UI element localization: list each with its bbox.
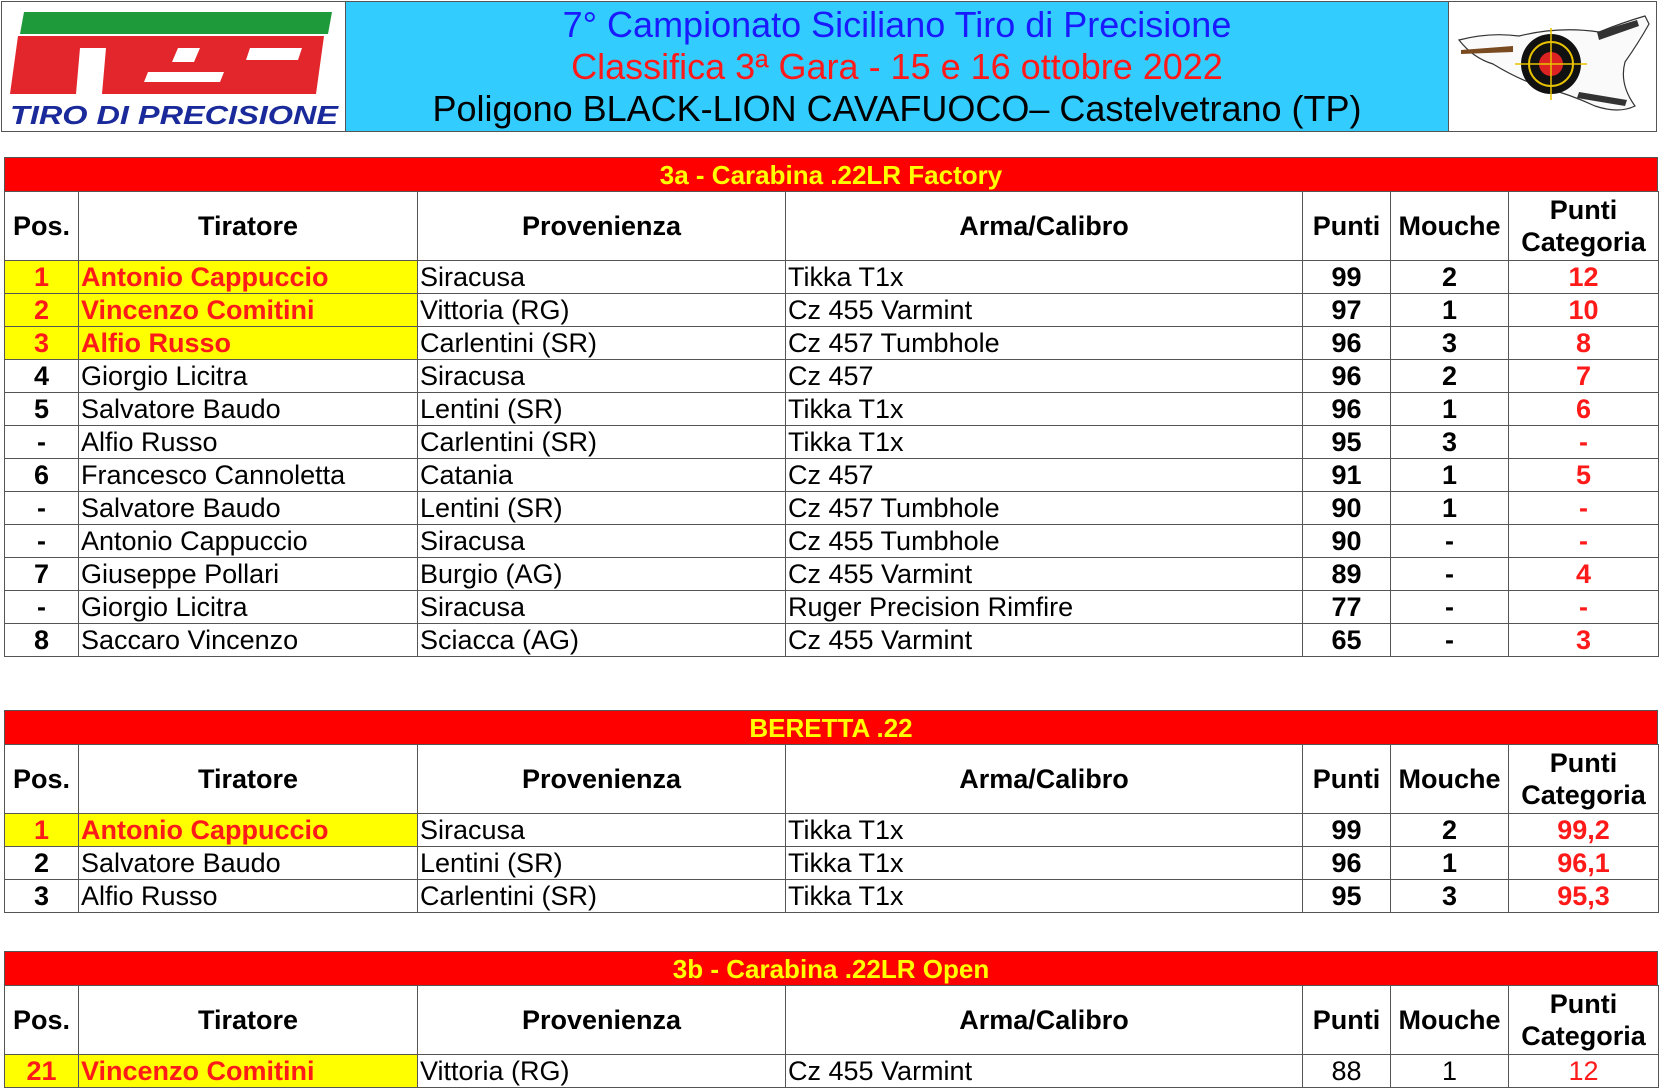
fstp-logo-graphic — [2, 2, 346, 131]
cell-pts: 96 — [1303, 393, 1391, 426]
cell-prov: Carlentini (SR) — [418, 880, 786, 913]
cell-pos: 7 — [5, 558, 79, 591]
cell-name: Francesco Cannoletta — [79, 459, 418, 492]
cell-pos: 1 — [5, 261, 79, 294]
col-name: Tiratore — [79, 192, 418, 261]
cell-prov: Vittoria (RG) — [418, 294, 786, 327]
cell-mou: 1 — [1391, 393, 1509, 426]
table-row — [5, 1055, 1659, 1088]
cell-pts: 91 — [1303, 459, 1391, 492]
cell-arm: Cz 457 — [786, 459, 1303, 492]
cell-name: Giorgio Licitra — [79, 360, 418, 393]
cell-prov: Lentini (SR) — [418, 492, 786, 525]
cell-pts: 88 — [1303, 1055, 1391, 1088]
cell-arm: Tikka T1x — [786, 847, 1303, 880]
table-row — [5, 558, 1659, 591]
col-arm: Arma/Calibro — [786, 986, 1303, 1055]
cell-name: Antonio Cappuccio — [79, 814, 418, 847]
cell-prov: Sciacca (AG) — [418, 624, 786, 657]
cell-pos: 8 — [5, 624, 79, 657]
cell-prov: Vittoria (RG) — [418, 1055, 786, 1088]
cell-pts: 90 — [1303, 525, 1391, 558]
cell-prov: Carlentini (SR) — [418, 426, 786, 459]
section-title: BERETTA .22 — [4, 710, 1658, 744]
cell-name: Salvatore Baudo — [79, 847, 418, 880]
page-header — [1, 1, 1657, 132]
cell-name: Giorgio Licitra — [79, 591, 418, 624]
cell-arm: Cz 457 Tumbhole — [786, 327, 1303, 360]
col-cat: Punti Categoria — [1509, 745, 1659, 814]
title-venue: Poligono BLACK-LION CAVAFUOCO– Castelvetrano (TP) — [432, 87, 1362, 129]
section-open — [4, 951, 1658, 1088]
cell-cat: 8 — [1509, 327, 1659, 360]
table-row — [5, 327, 1659, 360]
cell-pts: 96 — [1303, 327, 1391, 360]
cell-name: Antonio Cappuccio — [79, 525, 418, 558]
cell-pos: 5 — [5, 393, 79, 426]
table-row — [5, 624, 1659, 657]
cell-mou: - — [1391, 591, 1509, 624]
cell-name: Antonio Cappuccio — [79, 261, 418, 294]
cell-name: Saccaro Vincenzo — [79, 624, 418, 657]
cell-pos: - — [5, 492, 79, 525]
cell-arm: Tikka T1x — [786, 880, 1303, 913]
cell-prov: Siracusa — [418, 591, 786, 624]
table-row — [5, 360, 1659, 393]
cell-pos: 21 — [5, 1055, 79, 1088]
col-cat: Punti Categoria — [1509, 192, 1659, 261]
cell-pos: 2 — [5, 847, 79, 880]
cell-pos: - — [5, 591, 79, 624]
cell-cat: 4 — [1509, 558, 1659, 591]
col-prov: Provenienza — [418, 745, 786, 814]
cell-name: Alfio Russo — [79, 327, 418, 360]
cell-mou: 2 — [1391, 814, 1509, 847]
cell-arm: Tikka T1x — [786, 261, 1303, 294]
cell-cat: - — [1509, 591, 1659, 624]
col-prov: Provenienza — [418, 192, 786, 261]
col-arm: Arma/Calibro — [786, 192, 1303, 261]
cell-arm: Cz 455 Varmint — [786, 624, 1303, 657]
ranking-table — [4, 191, 1659, 657]
section-beretta — [4, 710, 1658, 913]
cell-cat: 6 — [1509, 393, 1659, 426]
cell-prov: Catania — [418, 459, 786, 492]
cell-arm: Tikka T1x — [786, 814, 1303, 847]
cell-mou: 3 — [1391, 426, 1509, 459]
cell-arm: Cz 455 Tumbhole — [786, 525, 1303, 558]
cell-prov: Siracusa — [418, 525, 786, 558]
table-row — [5, 847, 1659, 880]
table-header-row — [5, 745, 1659, 814]
col-mou: Mouche — [1391, 192, 1509, 261]
section-factory — [4, 157, 1658, 657]
cell-pts: 65 — [1303, 624, 1391, 657]
table-row — [5, 294, 1659, 327]
cell-name: Salvatore Baudo — [79, 492, 418, 525]
cell-pts: 99 — [1303, 261, 1391, 294]
col-name: Tiratore — [79, 986, 418, 1055]
col-mou: Mouche — [1391, 745, 1509, 814]
cell-prov: Lentini (SR) — [418, 393, 786, 426]
cell-pos: 6 — [5, 459, 79, 492]
col-name: Tiratore — [79, 745, 418, 814]
col-pos: Pos. — [5, 745, 79, 814]
cell-cat: 12 — [1509, 1055, 1659, 1088]
fstp-logo — [2, 2, 346, 131]
cell-cat: - — [1509, 426, 1659, 459]
col-arm: Arma/Calibro — [786, 745, 1303, 814]
cell-mou: 1 — [1391, 492, 1509, 525]
cell-mou: 1 — [1391, 459, 1509, 492]
table-row — [5, 525, 1659, 558]
table-row — [5, 426, 1659, 459]
cell-pos: 2 — [5, 294, 79, 327]
cell-mou: 2 — [1391, 360, 1509, 393]
col-pos: Pos. — [5, 192, 79, 261]
table-row — [5, 261, 1659, 294]
cell-name: Salvatore Baudo — [79, 393, 418, 426]
cell-cat: 10 — [1509, 294, 1659, 327]
col-pts: Punti — [1303, 192, 1391, 261]
table-row — [5, 393, 1659, 426]
section-title: 3b - Carabina .22LR Open — [4, 951, 1658, 985]
cell-prov: Carlentini (SR) — [418, 327, 786, 360]
cell-mou: 3 — [1391, 880, 1509, 913]
cell-pts: 97 — [1303, 294, 1391, 327]
cell-cat: 3 — [1509, 624, 1659, 657]
cell-arm: Cz 457 — [786, 360, 1303, 393]
cell-prov: Siracusa — [418, 360, 786, 393]
cell-arm: Ruger Precision Rimfire — [786, 591, 1303, 624]
cell-pts: 96 — [1303, 847, 1391, 880]
cell-prov: Burgio (AG) — [418, 558, 786, 591]
table-row — [5, 591, 1659, 624]
cell-pos: 4 — [5, 360, 79, 393]
cell-cat: 96,1 — [1509, 847, 1659, 880]
title-ranking: Classifica 3ª Gara - 15 e 16 ottobre 2022 — [571, 45, 1223, 87]
table-row — [5, 814, 1659, 847]
col-mou: Mouche — [1391, 986, 1509, 1055]
cell-cat: - — [1509, 492, 1659, 525]
col-cat: Punti Categoria — [1509, 986, 1659, 1055]
cell-mou: - — [1391, 525, 1509, 558]
col-pts: Punti — [1303, 986, 1391, 1055]
cell-pos: 1 — [5, 814, 79, 847]
title-championship: 7° Campionato Siciliano Tiro di Precisione — [562, 3, 1232, 45]
cell-mou: 1 — [1391, 294, 1509, 327]
cell-name: Vincenzo Comitini — [79, 1055, 418, 1088]
cell-pts: 96 — [1303, 360, 1391, 393]
cell-pts: 99 — [1303, 814, 1391, 847]
ranking-table — [4, 985, 1659, 1088]
fstp-logo-sub: TIRO DI PRECISIONE — [10, 100, 339, 130]
title-box — [346, 2, 1449, 131]
cell-name: Alfio Russo — [79, 880, 418, 913]
section-title: 3a - Carabina .22LR Factory — [4, 157, 1658, 191]
col-pts: Punti — [1303, 745, 1391, 814]
cell-name: Alfio Russo — [79, 426, 418, 459]
cell-arm: Cz 455 Varmint — [786, 558, 1303, 591]
cell-prov: Siracusa — [418, 814, 786, 847]
cell-mou: 1 — [1391, 847, 1509, 880]
cell-pts: 95 — [1303, 426, 1391, 459]
sicily-target-logo — [1449, 2, 1656, 131]
cell-mou: - — [1391, 558, 1509, 591]
cell-pts: 89 — [1303, 558, 1391, 591]
cell-cat: 5 — [1509, 459, 1659, 492]
cell-pos: 3 — [5, 327, 79, 360]
cell-pos: - — [5, 426, 79, 459]
cell-arm: Cz 455 Varmint — [786, 1055, 1303, 1088]
cell-cat: - — [1509, 525, 1659, 558]
cell-name: Giuseppe Pollari — [79, 558, 418, 591]
cell-name: Vincenzo Comitini — [79, 294, 418, 327]
ranking-table — [4, 744, 1659, 913]
cell-prov: Siracusa — [418, 261, 786, 294]
cell-mou: 1 — [1391, 1055, 1509, 1088]
cell-pts: 77 — [1303, 591, 1391, 624]
cell-pts: 95 — [1303, 880, 1391, 913]
table-row — [5, 492, 1659, 525]
table-row — [5, 880, 1659, 913]
cell-cat: 12 — [1509, 261, 1659, 294]
cell-cat: 95,3 — [1509, 880, 1659, 913]
cell-mou: 3 — [1391, 327, 1509, 360]
col-pos: Pos. — [5, 986, 79, 1055]
col-prov: Provenienza — [418, 986, 786, 1055]
table-header-row — [5, 986, 1659, 1055]
cell-mou: - — [1391, 624, 1509, 657]
cell-arm: Tikka T1x — [786, 426, 1303, 459]
cell-arm: Cz 457 Tumbhole — [786, 492, 1303, 525]
cell-prov: Lentini (SR) — [418, 847, 786, 880]
table-header-row — [5, 192, 1659, 261]
cell-pos: 3 — [5, 880, 79, 913]
cell-pos: - — [5, 525, 79, 558]
cell-mou: 2 — [1391, 261, 1509, 294]
cell-arm: Tikka T1x — [786, 393, 1303, 426]
cell-cat: 99,2 — [1509, 814, 1659, 847]
cell-arm: Cz 455 Varmint — [786, 294, 1303, 327]
cell-pts: 90 — [1303, 492, 1391, 525]
cell-cat: 7 — [1509, 360, 1659, 393]
table-row — [5, 459, 1659, 492]
